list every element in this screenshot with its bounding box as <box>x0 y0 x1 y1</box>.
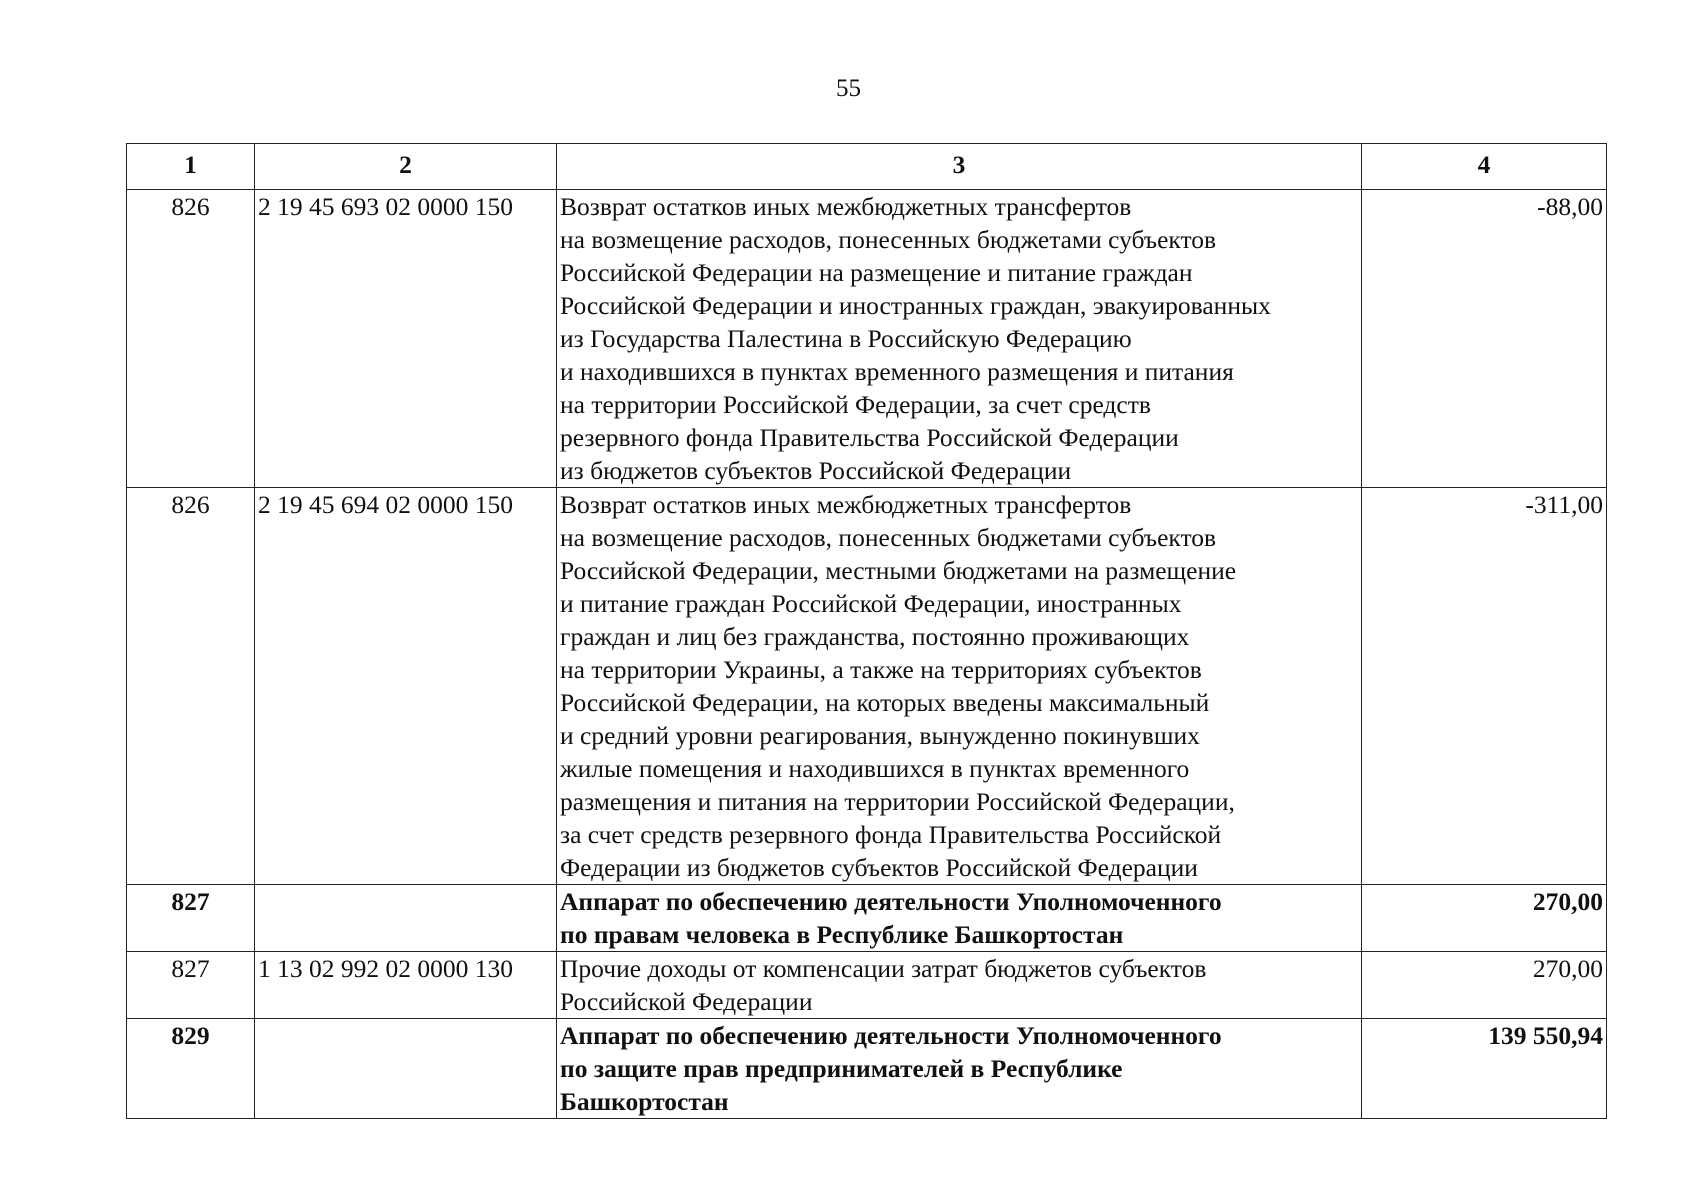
description-line: и находившихся в пунктах временного размещения и питания <box>560 357 1234 386</box>
description-line: и питание граждан Российской Федерации, иностранных <box>560 589 1182 618</box>
dept-code-cell: 829 <box>127 1019 255 1119</box>
amount-cell: -311,00 <box>1362 488 1607 885</box>
description-line: Прочие доходы от компенсации затрат бюджетов субъектов <box>560 954 1207 983</box>
revenue-table <box>126 143 1607 1119</box>
description-line: Российской Федерации, на которых введены максимальный <box>560 688 1210 717</box>
amount-cell: -88,00 <box>1362 190 1607 488</box>
description-line: Российской Федерации, местными бюджетами на размещение <box>560 556 1237 585</box>
dept-code-cell: 826 <box>127 488 255 885</box>
header-col-2: 2 <box>255 144 557 190</box>
description-line: на территории Российской Федерации, за счет средств <box>560 390 1151 419</box>
description-line: граждан и лиц без гражданства, постоянно проживающих <box>560 622 1190 651</box>
description-line: Возврат остатков иных межбюджетных трансфертов <box>560 192 1132 221</box>
table-row <box>127 885 1607 952</box>
description-line: Башкортостан <box>560 1087 729 1116</box>
description-line: по защите прав предпринимателей в Республике <box>560 1054 1123 1083</box>
table-header-row <box>127 144 1607 190</box>
description-cell <box>557 488 1362 885</box>
header-col-4: 4 <box>1362 144 1607 190</box>
table-row <box>127 1019 1607 1119</box>
table-row <box>127 952 1607 1019</box>
header-col-1: 1 <box>127 144 255 190</box>
budget-code-cell <box>255 1019 557 1119</box>
description-line: из Государства Палестина в Российскую Федерацию <box>560 324 1132 353</box>
dept-code-cell: 827 <box>127 952 255 1019</box>
budget-code-cell <box>255 885 557 952</box>
amount-cell: 139 550,94 <box>1362 1019 1607 1119</box>
budget-code-cell: 2 19 45 693 02 0000 150 <box>255 190 557 488</box>
budget-code-cell: 2 19 45 694 02 0000 150 <box>255 488 557 885</box>
amount-cell: 270,00 <box>1362 885 1607 952</box>
description-cell <box>557 885 1362 952</box>
description-line: Возврат остатков иных межбюджетных трансфертов <box>560 490 1132 519</box>
description-line: Аппарат по обеспечению деятельности Уполномоченного <box>560 887 1222 916</box>
amount-cell: 270,00 <box>1362 952 1607 1019</box>
description-line: на возмещение расходов, понесенных бюджетами субъектов <box>560 225 1217 254</box>
dept-code-cell: 826 <box>127 190 255 488</box>
description-line: на территории Украины, а также на территориях субъектов <box>560 655 1202 684</box>
page-number: 55 <box>836 75 861 102</box>
description-line: резервного фонда Правительства Российской Федерации <box>560 423 1179 452</box>
description-cell <box>557 190 1362 488</box>
description-line: из бюджетов субъектов Российской Федерации <box>560 456 1072 485</box>
description-line: за счет средств резервного фонда Правительства Российской <box>560 820 1222 849</box>
description-line: Российской Федерации на размещение и питание граждан <box>560 258 1193 287</box>
description-line: Российской Федерации <box>560 987 813 1016</box>
description-line: Российской Федерации и иностранных граждан, эвакуированных <box>560 291 1271 320</box>
table-row <box>127 488 1607 885</box>
description-line: жилые помещения и находившихся в пунктах временного <box>560 754 1190 783</box>
budget-code-cell: 1 13 02 992 02 0000 130 <box>255 952 557 1019</box>
description-line: по правам человека в Республике Башкортостан <box>560 920 1124 949</box>
table-body <box>127 190 1607 1119</box>
dept-code-cell: 827 <box>127 885 255 952</box>
description-line: Аппарат по обеспечению деятельности Уполномоченного <box>560 1021 1222 1050</box>
description-line: на возмещение расходов, понесенных бюджетами субъектов <box>560 523 1217 552</box>
description-line: Федерации из бюджетов субъектов Российской Федерации <box>560 853 1198 882</box>
description-cell <box>557 952 1362 1019</box>
description-cell <box>557 1019 1362 1119</box>
description-line: и средний уровни реагирования, вынужденно покинувших <box>560 721 1200 750</box>
table-row <box>127 190 1607 488</box>
description-line: размещения и питания на территории Российской Федерации, <box>560 787 1235 816</box>
header-col-3: 3 <box>557 144 1362 190</box>
